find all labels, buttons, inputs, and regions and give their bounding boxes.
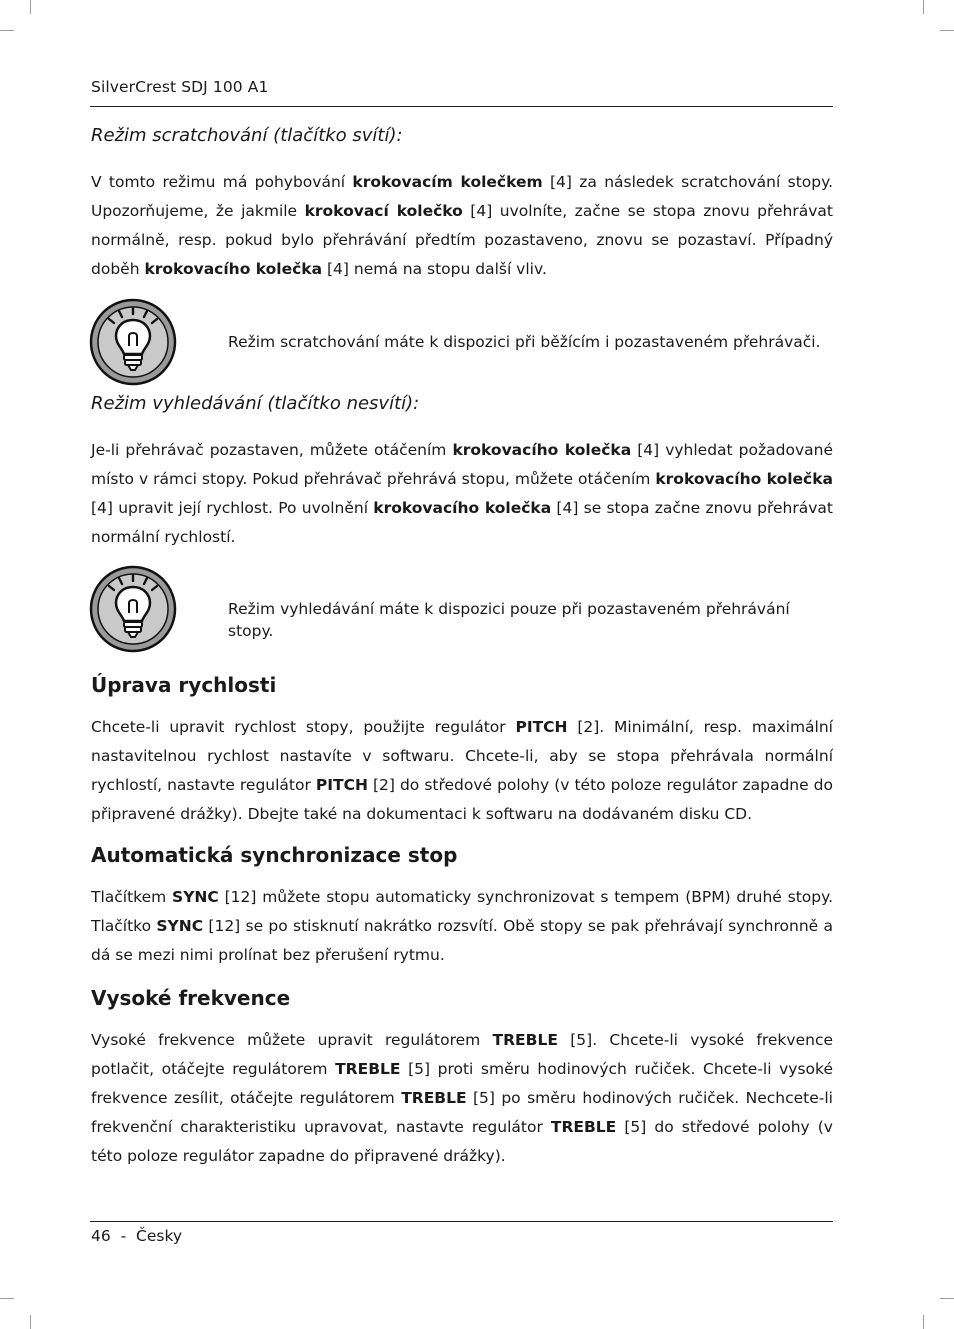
speed-heading: Úprava rychlosti	[91, 673, 277, 697]
crop-mark	[0, 1298, 14, 1299]
search-mode-tip: Režim vyhledávání máte k dispozici pouze při pozastaveném přehrávání stopy.	[228, 600, 790, 640]
crop-mark	[0, 30, 14, 31]
crop-mark	[940, 30, 954, 31]
crop-mark	[940, 1298, 954, 1299]
crop-mark	[30, 1315, 31, 1329]
lightbulb-icon	[89, 565, 177, 653]
search-mode-paragraph: Je-li přehrávač pozastaven, můžete otáčením krokovacího kolečka [4] vyhledat požadované místo v rámci stopy. Pokud přehrávač přehrává stopu, můžete otáčením krokovacího kolečka [4] upravit její rychlost. Po uvolnění krokovacího kolečka [4] se stopa začne znovu přehrávat normální rychlostí.	[91, 441, 834, 546]
crop-mark	[923, 1315, 924, 1329]
header-rule	[90, 106, 833, 107]
crop-mark	[923, 0, 924, 14]
scratch-mode-paragraph: V tomto režimu má pohybování krokovacím kolečkem [4] za následek scratchování stopy. Upozorňujeme, že jakmile krokovací kolečko [4] uvolníte, začne se stopa znovu přehrávat normálně, resp. pokud bylo přehrávání předtím pozastaveno, znovu se pozastaví. Případný doběh krokovacího kolečka [4] nemá na stopu další vliv.	[91, 173, 833, 278]
sync-paragraph: Tlačítkem SYNC [12] můžete stopu automaticky synchronizovat s tempem (BPM) druhé stopy. Tlačítko SYNC [12] se po stisknutí nakrátko rozsvítí. Obě stopy se pak přehrávají synchronně a dá se mezi nimi prolínat bez přerušení rytmu.	[91, 888, 833, 964]
footer-rule	[90, 1221, 833, 1222]
scratch-mode-heading: Režim scratchování (tlačítko svítí):	[91, 125, 403, 146]
document-header-title: SilverCrest SDJ 100 A1	[91, 78, 269, 96]
crop-mark	[30, 0, 31, 14]
treble-heading: Vysoké frekvence	[91, 986, 291, 1010]
page-number: 46 - Česky	[91, 1227, 183, 1245]
lightbulb-icon	[89, 298, 177, 386]
scratch-mode-tip: Režim scratchování máte k dispozici při běžícím i pozastaveném přehrávači.	[228, 333, 821, 351]
search-mode-heading: Režim vyhledávání (tlačítko nesvítí):	[91, 393, 420, 414]
sync-heading: Automatická synchronizace stop	[91, 843, 458, 867]
treble-paragraph: Vysoké frekvence můžete upravit regulátorem TREBLE [5]. Chcete-li vysoké frekvence potlačit, otáčejte regulátorem TREBLE [5] proti směru hodinových ručiček. Chcete-li vysoké frekvence zesílit, otáčejte regulátorem TREBLE [5] po směru hodinových ručiček. Nechcete-li frekvenční charakteristiku upravovat, nastavte regulátor TREBLE [5] do středové polohy (v této poloze regulátor zapadne do připravené drážky).	[91, 1031, 834, 1165]
speed-paragraph: Chcete-li upravit rychlost stopy, použijte regulátor PITCH [2]. Minimální, resp. maximální nastavitelnou rychlost nastavíte v softwaru. Chcete-li, aby se stopa přehrávala normální rychlostí, nastavte regulátor PITCH [2] do středové polohy (v této poloze regulátor zapadne do připravené drážky). Dbejte také na dokumentaci k softwaru na dodávaném disku CD.	[91, 718, 834, 823]
